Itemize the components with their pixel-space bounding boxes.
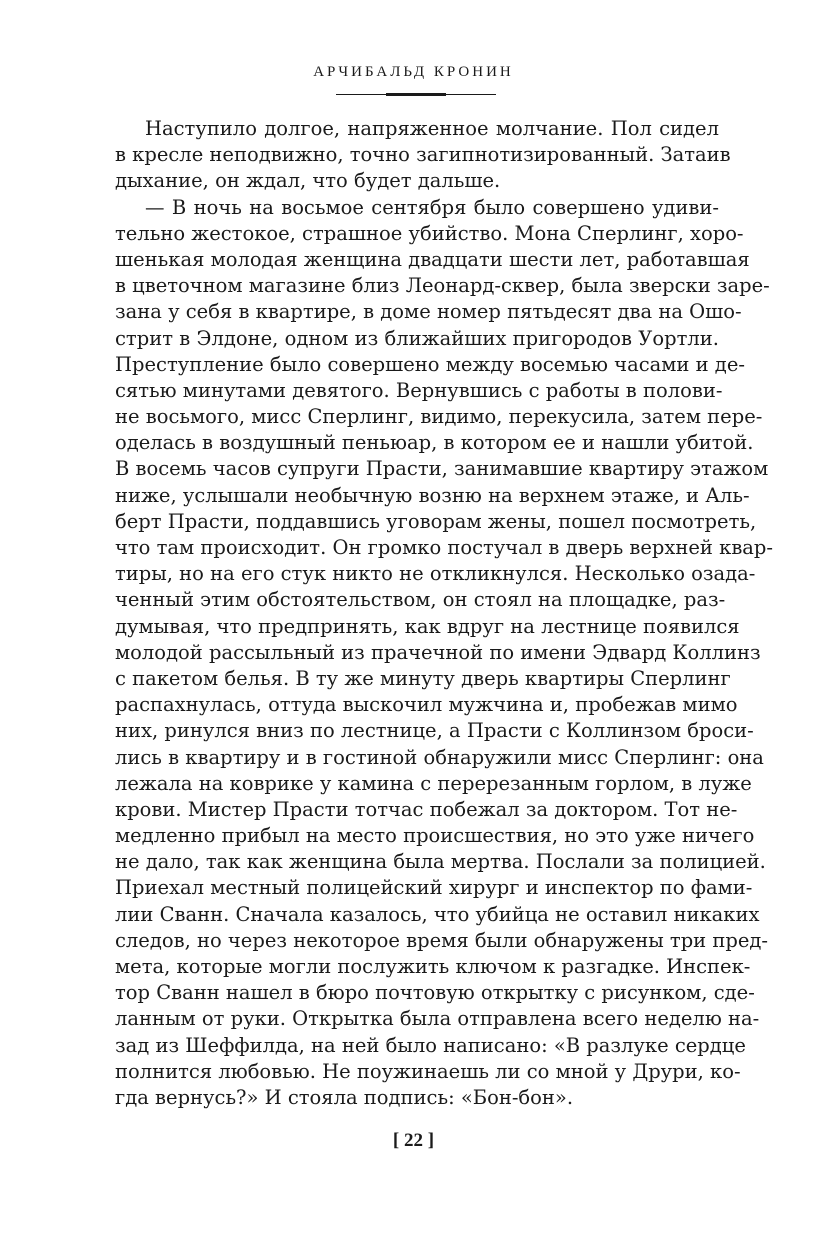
text-line: медленно прибыл на место происшествия, но это уже ничего: [115, 824, 755, 848]
text-line: них, ринулся вниз по лестнице, а Прасти с Коллинзом броси-: [115, 719, 754, 743]
running-head: АРЧИБАЛЬД КРОНИН: [313, 64, 514, 80]
text-line: не дало, так как женщина была мертва. Послали за полицией.: [115, 850, 766, 874]
text-line: стрит в Элдоне, одном из ближайших пригородов Уортли.: [115, 326, 719, 350]
text-line: гда вернусь?» И стояла подпись: «Бон-бон».: [115, 1085, 574, 1109]
text-line: сятью минутами девятого. Вернувшись с работы в полови-: [115, 378, 723, 402]
text-line: ченный этим обстоятельством, он стоял на площадке, раз-: [115, 588, 726, 612]
text-line: в цветочном магазине близ Леонард-сквер, была зверски заре-: [115, 274, 770, 298]
text-line: распахнулась, оттуда выскочил мужчина и, пробежав мимо: [115, 693, 738, 717]
text-line: ланным от руки. Открытка была отправлена всего неделю на-: [115, 1007, 760, 1031]
text-line: берт Прасти, поддавшись уговорам жены, пошел посмотреть,: [115, 509, 757, 533]
text-line: не восьмого, мисс Сперлинг, видимо, перекусила, затем пере-: [115, 405, 763, 429]
text-line: зад из Шеффилда, на ней было написано: «В разлуке сердце: [115, 1033, 746, 1057]
text-line: крови. Мистер Прасти тотчас побежал за доктором. Тот не-: [115, 797, 738, 821]
text-line: что там происходит. Он громко постучал в дверь верхней квар-: [115, 536, 773, 559]
text-line: — В ночь на восьмое сентября было совершено удиви-: [145, 195, 719, 219]
text-line: В восемь часов супруги Прасти, занимавшие квартиру этажом: [115, 457, 769, 481]
text-line: полнится любовью. Не поужинаешь ли со мной у Друри, ко-: [115, 1059, 741, 1083]
text-line: зана у себя в квартире, в доме номер пятьдесят два на Ошо-: [115, 300, 742, 324]
text-line: тельно жестокое, страшное убийство. Мона Сперлинг, хоро-: [115, 221, 744, 245]
text-line: с пакетом белья. В ту же минуту дверь квартиры Сперлинг: [115, 666, 731, 690]
text-line: дыхание, он ждал, что будет дальше.: [115, 169, 501, 193]
text-line: Преступление было совершено между восемью часами и де-: [115, 352, 745, 376]
page-number: [ 22 ]: [392, 1130, 435, 1151]
text-line: шенькая молодая женщина двадцати шести лет, работавшая: [115, 247, 750, 271]
body-text: [115, 116, 773, 1111]
text-line: тор Сванн нашел в бюро почтовую открытку с рисунком, сде-: [115, 981, 755, 1005]
text-line: ниже, услышали необычную возню на верхнем этаже, и Аль-: [115, 483, 750, 507]
text-line: думывая, что предпринять, как вдруг на лестнице появился: [115, 614, 740, 638]
text-line: молодой рассыльный из прачечной по имени Эдвард Коллинз: [115, 640, 761, 664]
text-line: Наступило долгое, напряженное молчание. Пол сидел: [145, 117, 719, 140]
text-line: мета, которые могли послужить ключом к разгадке. Инспек-: [115, 955, 751, 978]
text-line: в кресле неподвижно, точно загипнотизированный. Затаив: [115, 143, 731, 167]
text-line: следов, но через некоторое время были обнаружены три пред-: [115, 928, 768, 952]
text-line: тиры, но на его стук никто не откликнулся. Несколько озада-: [115, 562, 756, 586]
text-line: лии Сванн. Сначала казалось, что убийца не оставил никаких: [115, 902, 760, 926]
header-rule-accent: [386, 93, 446, 96]
text-line: лежала на коврике у камина с перерезанным горлом, в луже: [115, 771, 752, 795]
text-line: оделась в воздушный пеньюар, в котором ее и нашли убитой.: [115, 431, 754, 455]
text-line: Приехал местный полицейский хирург и инспектор по фами-: [115, 876, 753, 900]
text-line: лись в квартиру и в гостиной обнаружили мисс Сперлинг: она: [115, 745, 764, 769]
